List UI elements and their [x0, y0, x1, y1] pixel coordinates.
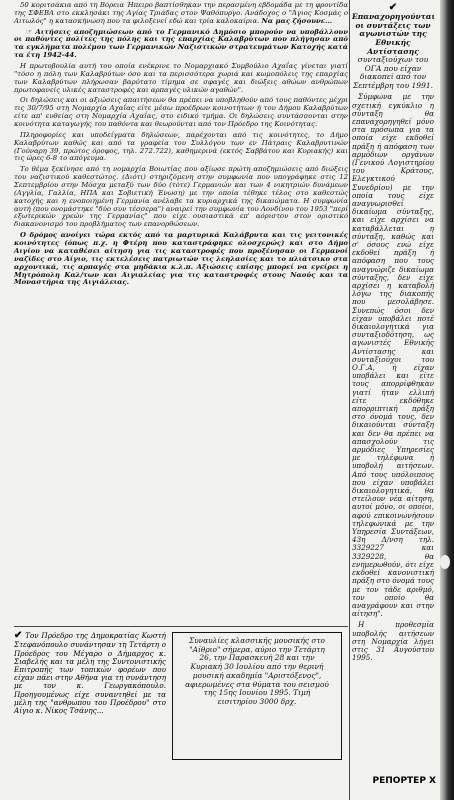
- pension-headline: [352, 2, 434, 90]
- paragraph-compensation: [14, 29, 348, 60]
- paragraph-information: Πληροφορίες και υποδείγματα δηλώσεων, παρέχονται από τις κοινότητες, το Δήμο Καλαβρύτων καθώς και από τα γραφεία του Συλλόγου των εν Πάτραις Καλαβρυτινών (Γούναρη 39, πρώτος όροφος, τηλ. 272.722), καθημερινά (εκτός Σαββάτου και Κυριακής) και τις ώρες 6-8 το απόγευμα.: [14, 130, 348, 163]
- concert-announcement-text: Συναυλίες κλασσικής μουσικής στο "Αίθριο" σήμερα, αύριο την Τετάρτη 26, την Παρασκευή 28 και την Κυριακή 30 Ιουλίου από την θερινή μουσική ακαδημία "Αριστόξενος", αφιερωμένες στα θύματα του σεισμού της 15ης Ιουνίου 1995. Τιμή εισιτηρίου 3000 δρχ.: [185, 636, 329, 707]
- paragraph-declarations: Οι δηλώσεις και οι αξιώσεις απαιτήσεων θα πρέπει να υποβληθούν από τους παθόντες μέχρι τις 30/7/95 στη Νομαρχία Αχαΐας είτε μέσω προέδρων κοινοτήτων ή του Δήμου Καλαβρύτων είτε απ' ευθείας στη Νομαρχία Αχαΐας, στο ειδικό τμήμα. Οι δηλώσεις συντάσσονται στην κοινότητα καταγωγής του παθόντα και θεωρούνται από τον Πρόεδρο της Κοινότητας.: [14, 96, 348, 129]
- reporter-signature: ΡΕΠΟΡΤΕΡ Χ: [372, 776, 436, 786]
- pension-body: Σύμφωνα με την σχετική εγκύκλιο η σύνταξη θα επαναχορηγηθεί μόνο στα πρόσωπα για τα οποία είχε εκδοθεί πράξη ή απόφαση των αρμόδιων οργάνων (Γενικού Λογιστηρίου του Κράτους, Ελεγκτικού Συνεδρίου) με την οποία τους είχε αναγνωρισθεί δικαίωμα σύνταξης, και είχε αρχίσει να καταβάλλεται η σύνταξη, καθώς και σ' όσους ενώ είχε εκδοθεί πράξη ή απόφαση που τους αναγνώριζε δικαίωμα σύνταξης, δεν είχε αρχίσει η καταβολή λόγω της διακοπής που μεσολάβησε. Συνεπώς όσοι δεν είχαν υποβάλει ποτέ δικαιολογητικά για συνταξιοδότηση, ως αγωνιστές Εθνικής Αντίστασης και συνταξιούχοι του Ο.Γ.Α, ή είχαν υποβάλει και είτε τους απορρίφθηκαν γιατί ήταν ελλιπή είτε εκδόθηκε απορριπτική πράξη στο όνομά τους, δεν δικαιούνται σύνταξη και δεν θα πρέπει να απασχολούν τις αρμόδιες Υπηρεσίες με τηλέφωνα ή υποβολή αιτήσεων. Από τους υπόλοιπους που είχαν υποβάλει δικαιολογητικά, θα στείλουν νέα αίτηση, αυτοί μόνο, οι οποίοι, αφού επικοινωνήσουν τηλεφωνικά με την Υπηρεσία Συντάξεων, 43η Δ/νση τηλ. 3329227 και 3329228, θα ενημερωθούν, ότι είχε εκδοθεί κανονιστική πράξη στο όνομά τους με τον τάδε αριθμό, τον οποίο θα αναγράφουν και στην αίτηση".: [352, 92, 434, 619]
- page-edge-shadow: [440, 0, 454, 800]
- paragraph-baptism: [14, 2, 348, 26]
- left-column: [14, 2, 348, 290]
- right-column: [352, 2, 434, 665]
- column-divider: [349, 0, 350, 800]
- president-meeting-item: [14, 630, 166, 715]
- section-divider: [14, 626, 348, 627]
- pension-deadline: Η προθεσμία υποβολής αιτήσεων στη Νομαρχία λήγει στις 31 Αυγούστου 1995.: [352, 620, 434, 663]
- pension-headline-text: Επαναχορηγούνται οι συντάξεις των αγωνιστών της Εθνικής Αντίστασης: [352, 12, 436, 56]
- paragraph-initiative: Η πρωτοβουλία αυτή του οποία ενέκρινε το Νομαρχιακό Συμβούλιο Αχαΐας γίνεται γιατί "τόσο η πόλη των Καλαβρύτων όσο και τα περισσότερα χωριά και κωμοπόλεις της επαρχίας των Καλαβρύτων πλήρωσαν βαρύτατο τίμημα σε σφαγές και διώξεις αθώων ανθρώπων πρωτοφανείς υλικές καταστροφές και αρπαγές υλικών αγαθών".: [14, 62, 348, 94]
- paragraph-background: Το θέμα ξεκίνησε από τη νομαρχία Βοιωτίας που αξίωσε πρώτη αποζημιώσεις από διώξεις του ναζιστικού καθεστώτος. (Διότι) στηριζόμενη στην συμφωνία που υπογράφηκε στις 12 Σεπτεμβρίου στην Μόσχα μεταξύ των δύο (τότε) Γερμανιών και των 4 νικητριών δυνάμεων (Αγγλία, Γαλλία, ΗΠΑ και Σοβιετική Ένωση) με την οποία τέθηκε τέλος στο καθεστώς κατοχής και η ενοποιημένη Γερμανία ανέλαβε τα κυριαρχικά της δικαιώματα. Η συμφωνία αυτή (που ονομάστηκε "δύο συν τέσσερα") αναιρεί την συμφωνία του Λονδίνου του 1953 "περί εξωτερικών χρεών της Γερμανίας" που είχε ουσιαστικά επ' αόριστον στον οριστικό διακανονισμό του προβλήματος των επανορθώσεων.: [14, 165, 349, 229]
- pointing-hand-icon: ☞: [26, 27, 33, 36]
- page-hole: [440, 555, 450, 569]
- baptism-closing: Να μας ζήσουνε...: [261, 16, 333, 25]
- pension-headline-rest: συνταξιούχων του ΟΓΑ που είχαν διακοπεί από τον Σεπτέμβρη του 1991.: [352, 55, 433, 90]
- concert-announcement-box: [172, 632, 342, 760]
- check-mark-icon: ✔: [388, 2, 398, 13]
- paragraph-road-opens: Ο δρόμος ανοίγει τώρα εκτός από τα μαρτυρικά Καλάβρυτα και τις γειτονικές κοινότητες (όπως π.χ. η Φτέρη που καταστράφηκε ολοσχερώς) και στο Δήμο Αιγίου να καταθέσει αίτηση για τις καταστροφές που προξένησαν οι Γερμανοί ναζίδες στο Αίγιο, τις εκτελέσεις πατριωτών τις λεηλασίες και το πλιάτσικο στα αρχοντικά, τις αρπαγές στα μηδάκια κ.λ.π. Αξιώσεις επίσης μπορεί να εγείρει η Μητρόπολη Καλ/των και Αιγιαλείας για τις καταστροφές στους Ναούς και τα Μοναστήρια της Αιγιάλειας.: [14, 231, 348, 287]
- check-mark-icon: ✔: [14, 630, 23, 641]
- baptism-text: 50 κοριτσάκια από τη Βόρεια Ήπειρο βαπτίσθηκαν την περασμένη εβδομάδα με τη φροντίδα της ΣΦΕΒΑ στο εκκλησάκι της Αγίας Τριάδας στον Ψαθόπυργο. Ανάδοχος ο "Άγιος Κοσμάς ο Αιτωλός" η κατασκήνωση που τα φιλοξενεί εδώ και τρία καλοκαίρια.: [14, 1, 348, 25]
- compensation-lead: Αιτήσεις αποζημιώσεων από το Γερμανικό Δημόσιο μπορούν να υποβάλλουν οι παθόντες πολίτες της πόλης και της επαρχίας Καλαβρύτων που πλήγησαν από τα εγκλήματα πολέμου των Γερμανικών Ναζιστικών στρατευμάτων Κατοχής κατά τα έτη 1942-44.: [14, 27, 348, 60]
- president-meeting-text: Τον Πρόεδρο της Δημοκρατίας Κωστή Στεφανόπουλο συνάντησαν τη Τετάρτη ο Πρόεδρος του Μέγαρο ο Δήμαρχος κ. Σιαβελής και τα μέλη της Συντονιστικής Επιτροπής των τοπικών φορέων που είχαν πάει στην Αθήνα για τη συνάντηση με τον κ. Γεωργακόπουλο. Προηγουμένως είχε συναντηθεί με τα μέλη της "ανθρωπου του Προέδρου" στο Αίγιο κ. Νίκος Τσάνης...: [14, 631, 166, 716]
